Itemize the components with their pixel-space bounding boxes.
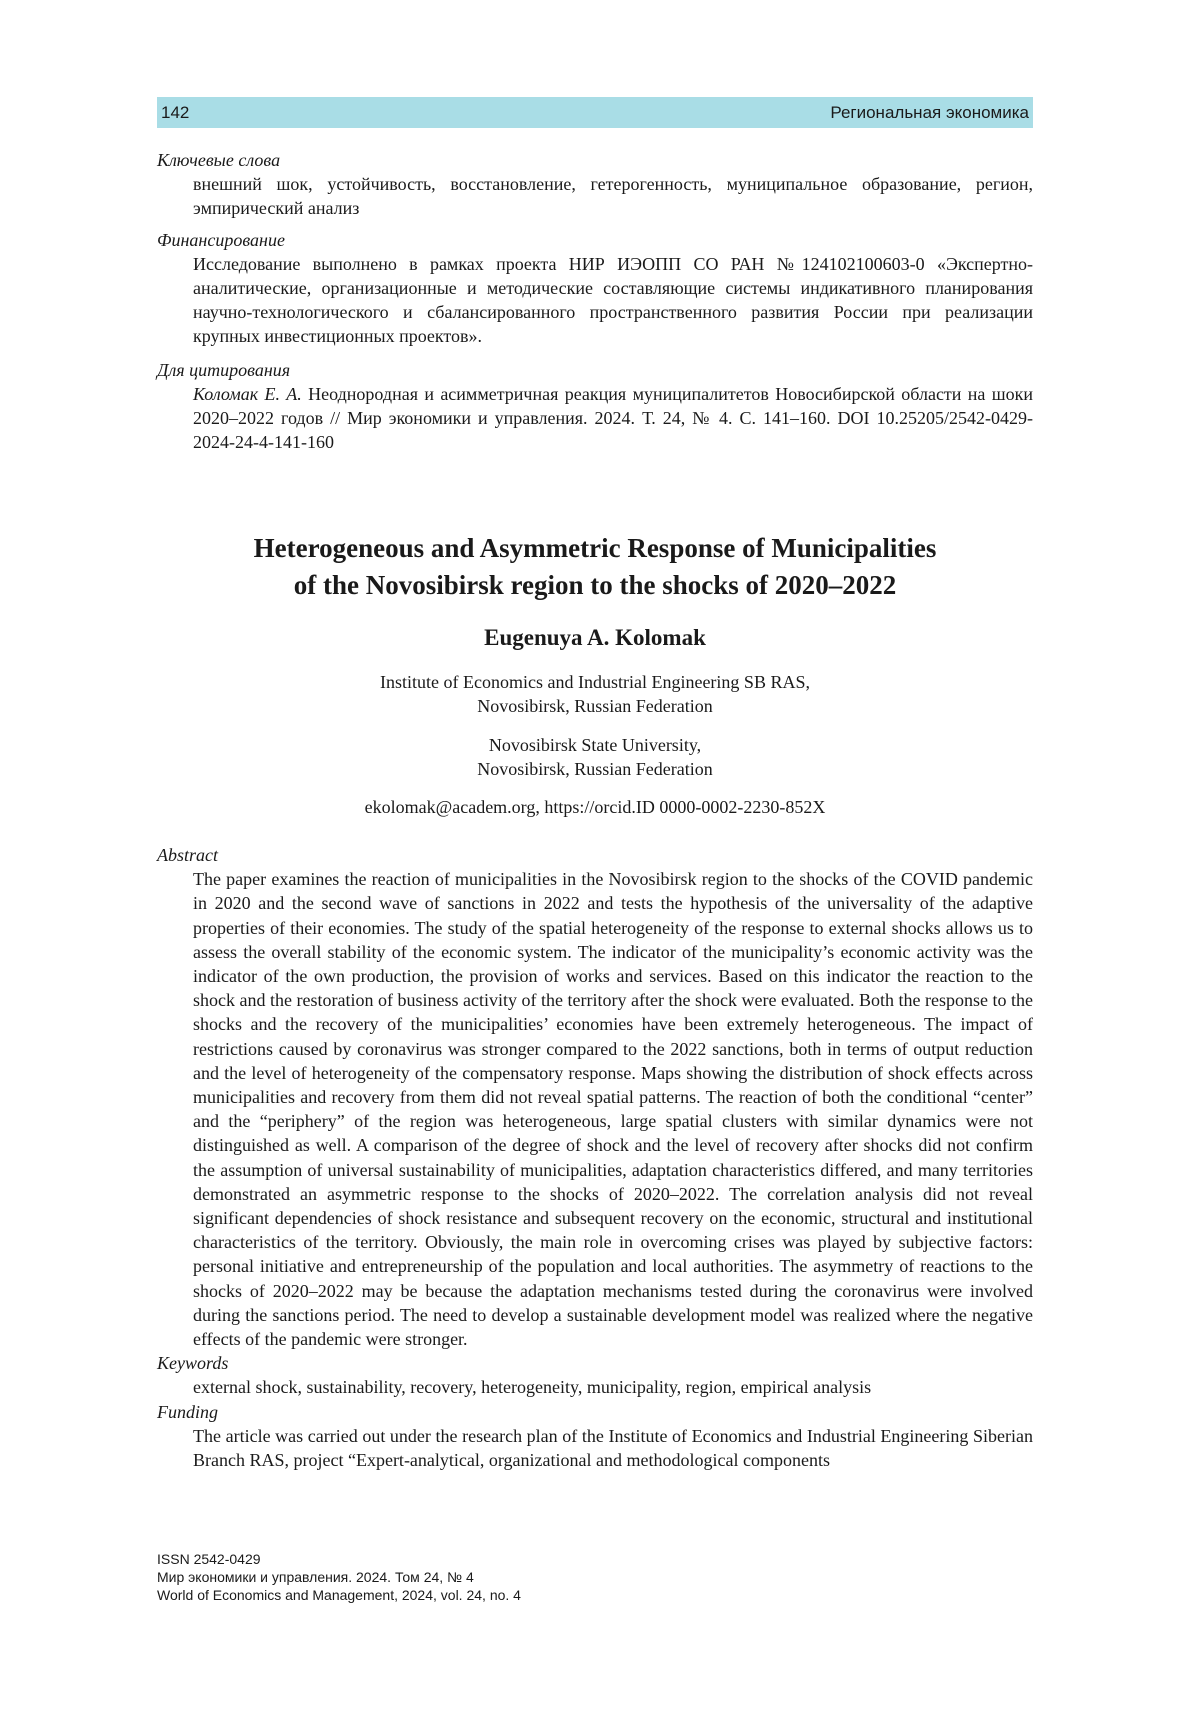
ru-citation-label: Для цитирования [157, 360, 291, 380]
ru-keywords: внешний шок, устойчивость, восстановление, гетерогенность, муниципальное образование, регион, эмпирический анализ [193, 174, 1033, 218]
affiliation-1-line2: Novosibirsk, Russian Federation [477, 696, 713, 716]
en-funding-label: Funding [157, 1401, 218, 1422]
page-number: 142 [161, 103, 190, 122]
ru-funding: Исследование выполнено в рамках проекта НИР ИЭОПП СО РАН №124102100603-0 «Экспертно-аналитические, организационные и методические составляющие системы индикативного планирования научно-технологического и сбалансированного пространственного развития России при реализации крупных инвестиционных проектов». [193, 254, 1033, 346]
en-keywords: external shock, sustainability, recovery, heterogeneity, municipality, region, empirical analysis [193, 1377, 872, 1398]
author-contact: ekolomak@academ.org, https://orcid.ID 0000-0002-2230-852X [364, 797, 826, 817]
en-abstract-block [157, 843, 1033, 1472]
author-name: Eugenuya A. Kolomak [484, 625, 706, 650]
abstract-label: Abstract [157, 845, 218, 865]
affiliation-2 [157, 733, 1033, 781]
article-title-line1: Heterogeneous and Asymmetric Response of Municipalities [253, 533, 937, 563]
affiliation-2-line1: Novosibirsk State University, [488, 735, 702, 755]
abstract-text: The paper examines the reaction of municipalities in the Novosibirsk region to the shocks of the COVID pandemic in 2020 and the second wave of sanctions in 2022 and tests the hypothesis of the universality of the adaptive properties of their economies. The study of the spatial heterogeneity of the response to external shocks allows us to assess the overall stability of the economic system. The indicator of the municipality’s economic activity was the indicator of the own production, the provision of works and services. Based on this indicator the reaction to the shock and the restoration of business activity of the territory after the shock were evaluated. Both the response to the shocks and the recovery of the municipalities’ economies have been extremely heterogeneous. The impact of restrictions caused by coronavirus was stronger compared to the 2022 sanctions, both in terms of output reduction and the level of heterogeneity of the compensatory response. Maps showing the distribution of shock effects across municipalities and recovery from them did not reveal spatial patterns. The reaction of both the conditional “center” and the “periphery” of the region was heterogeneous, large spatial clusters with similar dynamics were not distinguished as well. A comparison of the degree of shock and the level of recovery after shocks did not confirm the assumption of universal sustainability of municipalities, adaptation characteristics differed, and many territories demonstrated an asymmetric response to the shocks of 2020–2022. The correlation analysis did not reveal significant dependencies of shock resistance and subsequent recovery on the economic, structural and institutional characteristics of the territory. Obviously, the main role in overcoming crises was played by subjective factors: personal initiative and entrepreneurship of the population and local authorities. The asymmetry of reactions to the shocks of 2020–2022 may be because the adaptation mechanisms tested during the coronavirus were involved during the sanctions period. The need to develop a sustainable development model was realized where the negative effects of the pandemic were stronger. [193, 869, 1033, 1350]
en-funding: The article was carried out under the research plan of the Institute of Economics and Industrial Engineering Siberian Branch RAS, project “Expert-analytical, organizational and methodological components [193, 1425, 1033, 1471]
ru-citation-text: Неоднородная и асимметричная реакция муниципалитетов Новосибирской области на шоки 2020–2022 годов // Мир экономики и управления. 2024. Т. 24, № 4. С. 141–160. DOI 10.25205/2542-0429-2024-24-4-141-160 [193, 384, 1033, 452]
affiliation-1-line1: Institute of Economics and Industrial Engineering SB RAS, [380, 672, 810, 692]
ru-keywords-block [157, 148, 1033, 220]
affiliation-2-line2: Novosibirsk, Russian Federation [477, 759, 713, 779]
ru-citation [193, 382, 1033, 454]
article-title-line2: of the Novosibirsk region to the shocks of 2020–2022 [293, 570, 897, 600]
page-footer [157, 1550, 1033, 1604]
section-title: Региональная экономика [830, 103, 1029, 122]
running-header [157, 97, 1033, 128]
article-title [157, 530, 1033, 604]
affiliation-1 [157, 670, 1033, 718]
ru-funding-label: Финансирование [157, 230, 285, 250]
footer-journal-en: World of Economics and Management, 2024, vol. 24, no. 4 [157, 1587, 521, 1603]
en-keywords-label: Keywords [157, 1353, 229, 1374]
ru-funding-block [157, 228, 1033, 348]
footer-journal-ru: Мир экономики и управления. 2024. Том 24, № 4 [157, 1569, 474, 1585]
ru-citation-authors: Коломак Е. А. [193, 384, 302, 404]
ru-citation-block [157, 358, 1033, 454]
ru-keywords-label: Ключевые слова [157, 150, 281, 170]
footer-issn: ISSN 2542-0429 [157, 1551, 261, 1567]
